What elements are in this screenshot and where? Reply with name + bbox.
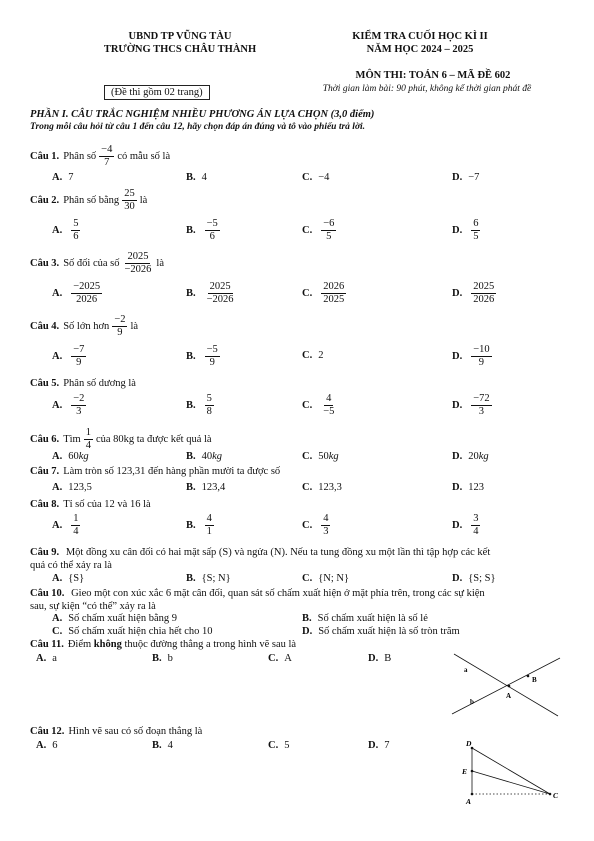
question-text: sau, sự kiện “có thể” xảy ra là <box>30 601 156 612</box>
question-text: Gieo một con xúc xắc 6 mặt cân đối, quan sát số chấm xuất hiện ở mặt phía trên, trong các sự kiện <box>71 588 485 599</box>
option-value: Số chấm xuất hiện chia hết cho 10 <box>68 626 213 637</box>
q3-option-b[interactable] <box>186 281 239 306</box>
q4-option-b[interactable] <box>186 344 223 369</box>
fraction <box>321 281 346 306</box>
label-a: a <box>464 666 468 674</box>
fraction <box>205 344 220 369</box>
option-value: Số chấm xuất hiện bằng 9 <box>68 613 177 624</box>
label-C: C <box>553 791 559 800</box>
option-unit: kg <box>328 451 339 462</box>
q6-option-d[interactable] <box>452 451 489 462</box>
question-number: Câu 5. <box>30 378 60 389</box>
question-number: Câu 7. <box>30 466 60 477</box>
question-text: là <box>139 195 148 206</box>
option-label: B. <box>186 573 196 584</box>
option-unit: kg <box>78 451 89 462</box>
option-label: B. <box>152 740 162 751</box>
option-value: b <box>167 653 173 664</box>
option-value: 6 <box>52 740 58 751</box>
numerator: 4 <box>323 513 329 524</box>
numerator: 2026 <box>323 281 345 292</box>
denominator: 8 <box>206 406 212 417</box>
option-label: C. <box>302 288 313 299</box>
line-a <box>454 654 558 716</box>
q8-option-d[interactable] <box>452 513 483 538</box>
option-label: C. <box>302 400 313 411</box>
exam-title: KIỂM TRA CUỐI HỌC KÌ II <box>352 31 488 42</box>
question-number: Câu 8. <box>30 499 60 510</box>
option-value: B <box>384 653 392 664</box>
question-text: thuộc đường thẳng a trong hình vẽ sau là <box>124 639 297 650</box>
question-7 <box>30 466 280 477</box>
option-value: Số chấm xuất hiện là số tròn trăm <box>318 626 460 637</box>
denominator: 7 <box>104 157 110 168</box>
question-10 <box>30 587 565 613</box>
question-11 <box>30 639 296 650</box>
question-number: Câu 6. <box>30 434 60 445</box>
option-value: 7 <box>68 172 74 183</box>
point-B <box>527 675 530 678</box>
option-label: D. <box>452 351 463 362</box>
question-2 <box>30 188 147 213</box>
option-label: A. <box>52 613 63 624</box>
fraction <box>471 344 491 369</box>
denominator: 4 <box>85 440 91 451</box>
fraction <box>122 188 137 213</box>
q11-option-a[interactable] <box>36 653 57 664</box>
option-label: C. <box>302 172 313 183</box>
option-label: D. <box>368 740 379 751</box>
denominator: 1 <box>206 526 212 537</box>
denominator: 2026 <box>76 294 98 305</box>
option-value: 123,4 <box>201 482 226 493</box>
q7-option-b[interactable] <box>186 482 225 493</box>
option-label: C. <box>302 350 313 361</box>
q8-option-b[interactable] <box>186 513 217 538</box>
option-label: B. <box>186 172 196 183</box>
time-note: Thời gian làm bài: 90 phút, không kể thời gian phát đề <box>322 84 532 94</box>
option-label: C. <box>302 573 313 584</box>
fraction <box>71 281 102 306</box>
option-label: B. <box>186 351 196 362</box>
q1-option-d[interactable] <box>452 172 479 183</box>
q11-option-b[interactable] <box>152 653 173 664</box>
numerator: 2025 <box>209 281 231 292</box>
header-left <box>60 30 300 56</box>
q1-option-a[interactable] <box>52 172 73 183</box>
q12-option-d[interactable] <box>368 740 389 751</box>
option-label: C. <box>268 740 279 751</box>
question-8 <box>30 499 151 510</box>
question-number: Câu 12. <box>30 726 65 737</box>
denominator: 9 <box>117 327 123 338</box>
option-label: A. <box>52 451 63 462</box>
fraction <box>471 218 480 243</box>
fraction <box>471 393 491 418</box>
fraction <box>99 144 114 169</box>
numerator: −7 <box>73 344 85 355</box>
q9-option-b[interactable] <box>186 573 231 584</box>
q6-option-c[interactable] <box>302 451 339 462</box>
q2-option-c[interactable] <box>302 218 339 243</box>
option-label: B. <box>186 482 196 493</box>
q5-option-b[interactable] <box>186 393 217 418</box>
option-value: 40 <box>201 451 213 462</box>
option-label: B. <box>186 288 196 299</box>
question-text: của 80kg ta được kết quả là <box>95 434 212 445</box>
denominator: 9 <box>209 357 215 368</box>
option-value: 4 <box>167 740 173 751</box>
question-number: Câu 10. <box>30 588 65 599</box>
denominator: 9 <box>478 357 485 368</box>
option-value: {S} <box>68 573 85 584</box>
option-value: 20 <box>468 451 479 462</box>
question-3 <box>30 251 164 276</box>
q1-option-b[interactable] <box>186 172 207 183</box>
denominator: 2025 <box>323 294 345 305</box>
q2-option-a[interactable] <box>52 218 83 243</box>
option-value: Số chấm xuất hiện là số lẻ <box>317 613 428 624</box>
q5-option-c[interactable] <box>302 393 339 418</box>
option-unit: kg <box>212 451 223 462</box>
q6-option-a[interactable] <box>52 451 89 462</box>
numerator: 1 <box>73 513 79 524</box>
option-label: D. <box>452 573 463 584</box>
pages-note: (Đề thi gồm 02 trang) <box>104 85 210 100</box>
q11-figure <box>448 652 568 724</box>
question-number: Câu 9. <box>30 547 60 558</box>
numerator: 2025 <box>473 281 495 292</box>
option-value: 4 <box>201 172 207 183</box>
option-label: B. <box>186 400 196 411</box>
numerator: −2 <box>73 393 85 404</box>
option-label: D. <box>452 172 463 183</box>
q10-option-c[interactable] <box>52 626 213 637</box>
option-value: 123,5 <box>68 482 92 493</box>
option-value: {S; N} <box>201 573 231 584</box>
q3-option-d[interactable] <box>452 281 499 306</box>
question-12 <box>30 726 202 737</box>
question-text: Hình vẽ sau có số đoạn thẳng là <box>68 726 203 737</box>
option-label: B. <box>152 653 162 664</box>
q4-option-c[interactable] <box>302 350 323 361</box>
q2-option-d[interactable] <box>452 218 483 243</box>
option-label: C. <box>268 653 279 664</box>
segment-DC <box>472 748 550 794</box>
header-right <box>300 30 540 56</box>
question-emphasis: không <box>93 639 122 650</box>
q7-option-d[interactable] <box>452 482 484 493</box>
option-value: A <box>284 653 292 664</box>
question-text: có mẫu số là <box>117 151 171 162</box>
numerator: −5 <box>206 344 218 355</box>
org-name: UBND TP VŨNG TÀU <box>128 31 232 42</box>
label-A: A <box>466 797 472 806</box>
q7-option-a[interactable] <box>52 482 92 493</box>
option-value: 123 <box>468 482 484 493</box>
option-label: A. <box>52 288 63 299</box>
question-number: Câu 4. <box>30 321 60 332</box>
denominator: −2026 <box>206 294 234 305</box>
denominator: −2026 <box>124 264 152 275</box>
option-label: D. <box>452 520 463 531</box>
q4-option-d[interactable] <box>452 344 495 369</box>
denominator: 5 <box>473 231 479 242</box>
fraction <box>205 393 214 418</box>
option-label: A. <box>52 400 63 411</box>
numerator: −10 <box>473 344 490 355</box>
q12-figure <box>456 736 568 808</box>
q8-option-c[interactable] <box>302 513 333 538</box>
numerator: −2025 <box>73 281 101 292</box>
fraction <box>321 393 336 418</box>
fraction <box>71 513 80 538</box>
denominator: 2026 <box>473 294 495 305</box>
point-C <box>549 793 552 796</box>
denominator: 6 <box>73 231 79 242</box>
denominator: −5 <box>323 406 335 417</box>
numerator: 4 <box>206 513 212 524</box>
question-text: Một đồng xu cân đối có hai mặt sấp (S) và ngửa (N). Nếu ta tung đồng xu một lần thì tập hợp các kết <box>65 547 491 558</box>
option-label: D. <box>452 288 463 299</box>
question-text: Điểm <box>67 639 92 650</box>
option-value: 7 <box>384 740 390 751</box>
option-label: B. <box>302 613 312 624</box>
numerator: −6 <box>323 218 335 229</box>
option-unit: kg <box>478 451 489 462</box>
question-number: Câu 3. <box>30 258 60 269</box>
denominator: 3 <box>76 406 82 417</box>
question-text: Phân số dương là <box>63 378 136 389</box>
point-E <box>471 770 474 773</box>
question-text: Phân số <box>63 151 97 162</box>
denominator: 3 <box>478 406 485 417</box>
option-label: B. <box>186 520 196 531</box>
label-B: B <box>532 676 537 684</box>
denominator: 4 <box>473 526 479 537</box>
numerator: 25 <box>124 188 135 199</box>
option-label: A. <box>52 520 63 531</box>
point-A <box>508 685 511 688</box>
question-text: Số lớn hơn <box>63 321 110 332</box>
label-D: D <box>466 739 472 748</box>
fraction <box>112 314 127 339</box>
option-value: −7 <box>468 172 480 183</box>
question-text: Phân số bằng <box>63 195 120 206</box>
question-text: Làm tròn số 123,31 đến hàng phần mười ta được số <box>63 466 281 477</box>
fraction <box>205 281 236 306</box>
numerator: −72 <box>473 393 490 404</box>
fraction <box>122 251 153 276</box>
denominator: 5 <box>326 231 332 242</box>
option-label: C. <box>302 520 313 531</box>
question-text: quả có thể xảy ra là <box>30 560 112 571</box>
denominator: 6 <box>209 231 215 242</box>
option-label: C. <box>302 451 313 462</box>
fraction <box>71 344 86 369</box>
denominator: 3 <box>323 526 329 537</box>
question-text: Tìm <box>63 434 81 445</box>
option-label: D. <box>452 451 463 462</box>
fraction <box>321 218 336 243</box>
option-label: A. <box>52 482 63 493</box>
fraction <box>84 427 93 452</box>
q9-option-d[interactable] <box>452 573 496 584</box>
numerator: 6 <box>473 218 479 229</box>
numerator: −5 <box>206 218 218 229</box>
question-number: Câu 2. <box>30 195 60 206</box>
label-E: E <box>462 767 468 776</box>
fraction <box>321 513 330 538</box>
option-value: −4 <box>318 172 330 183</box>
q9-option-a[interactable] <box>52 573 84 584</box>
option-label: B. <box>186 451 196 462</box>
fraction <box>205 218 220 243</box>
option-label: D. <box>368 653 379 664</box>
numerator: 4 <box>326 393 332 404</box>
option-value: {S; S} <box>468 573 496 584</box>
fraction <box>205 513 214 538</box>
q2-option-b[interactable] <box>186 218 223 243</box>
option-label: D. <box>452 482 463 493</box>
option-value: {N; N} <box>318 573 350 584</box>
numerator: 1 <box>85 427 91 438</box>
question-number: Câu 11. <box>30 639 64 650</box>
part1-instruction: Trong mỗi câu hỏi từ câu 1 đến câu 12, hãy chọn đáp án đúng và tô vào phiếu trả lời. <box>30 122 366 132</box>
q12-option-c[interactable] <box>268 740 289 751</box>
option-label: A. <box>36 740 47 751</box>
fraction <box>71 393 86 418</box>
question-text: là <box>130 321 139 332</box>
q10-option-a[interactable] <box>52 613 177 624</box>
option-label: D. <box>452 400 463 411</box>
option-value: 50 <box>318 451 329 462</box>
q4-option-a[interactable] <box>52 344 89 369</box>
label-A: A <box>506 692 512 700</box>
question-text: là <box>156 258 164 269</box>
q5-option-d[interactable] <box>452 393 495 418</box>
school-name: TRƯỜNG THCS CHÂU THÀNH <box>103 44 257 55</box>
q3-option-c[interactable] <box>302 281 349 306</box>
numerator: 2025 <box>127 251 149 262</box>
q12-option-a[interactable] <box>36 740 57 751</box>
q10-option-d[interactable] <box>302 626 460 637</box>
option-label: C. <box>302 225 313 236</box>
denominator: 4 <box>73 526 79 537</box>
question-5 <box>30 378 136 389</box>
numerator: −2 <box>114 314 126 325</box>
option-label: D. <box>302 626 313 637</box>
numerator: 3 <box>473 513 479 524</box>
denominator: 30 <box>124 201 135 212</box>
q7-option-c[interactable] <box>302 482 342 493</box>
label-b: b <box>470 698 474 706</box>
question-1 <box>30 144 170 169</box>
option-label: A. <box>52 225 63 236</box>
numerator: −4 <box>101 144 113 155</box>
q11-option-c[interactable] <box>268 653 292 664</box>
option-label: C. <box>302 482 313 493</box>
fraction <box>471 513 480 538</box>
numerator: 5 <box>73 218 79 229</box>
school-year: NĂM HỌC 2024 – 2025 <box>366 44 474 55</box>
question-text: Số đối của số <box>63 258 120 269</box>
question-text: Tỉ số của 12 và 16 là <box>63 499 151 510</box>
q11-option-d[interactable] <box>368 653 391 664</box>
option-value: 60 <box>68 451 79 462</box>
option-value: 5 <box>284 740 290 751</box>
option-value: 2 <box>318 350 324 361</box>
option-value: a <box>52 653 57 664</box>
q1-option-c[interactable] <box>302 172 329 183</box>
q9-option-c[interactable] <box>302 573 349 584</box>
option-label: A. <box>52 351 63 362</box>
option-label: C. <box>52 626 63 637</box>
option-label: D. <box>452 225 463 236</box>
subject-line: MÔN THI: TOÁN 6 – MÃ ĐỀ 602 <box>355 70 511 81</box>
question-6 <box>30 427 212 452</box>
question-number: Câu 1. <box>30 151 60 162</box>
option-label: A. <box>52 573 63 584</box>
q12-option-b[interactable] <box>152 740 173 751</box>
line-b <box>452 658 560 714</box>
q10-option-b[interactable] <box>302 613 428 624</box>
option-value: 123,3 <box>318 482 342 493</box>
q3-option-a[interactable] <box>52 281 105 306</box>
q5-option-a[interactable] <box>52 393 89 418</box>
question-4 <box>30 314 138 339</box>
q6-option-b[interactable] <box>186 451 222 462</box>
option-label: B. <box>186 225 196 236</box>
point-A <box>471 793 474 796</box>
question-9 <box>30 546 565 572</box>
segment-EC <box>472 771 550 794</box>
option-label: A. <box>36 653 47 664</box>
q8-option-a[interactable] <box>52 513 83 538</box>
fraction <box>471 281 496 306</box>
option-label: A. <box>52 172 63 183</box>
denominator: 9 <box>76 357 82 368</box>
numerator: 5 <box>206 393 212 404</box>
fraction <box>71 218 80 243</box>
part1-title: PHẦN I. CÂU TRẮC NGHIỆM NHIỀU PHƯƠNG ÁN LỰA CHỌN (3,0 điểm) <box>30 109 375 120</box>
